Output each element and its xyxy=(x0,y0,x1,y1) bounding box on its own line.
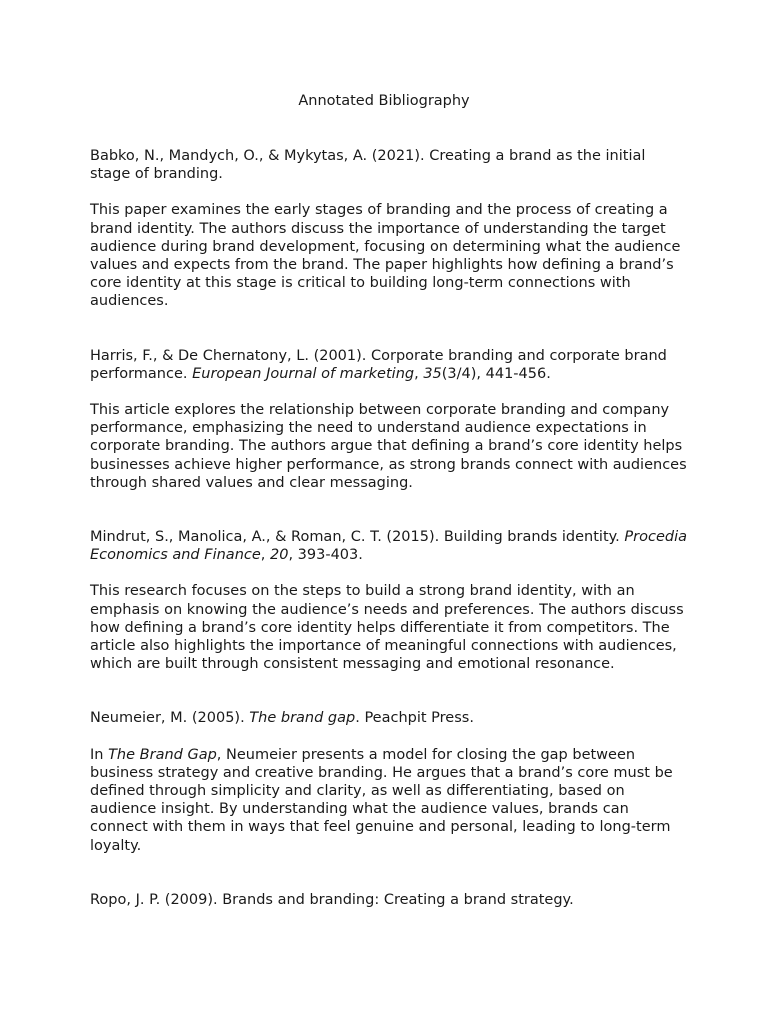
citation-separator: , xyxy=(260,547,270,564)
annotation xyxy=(90,582,690,673)
annotation xyxy=(90,746,690,855)
citation-text: Neumeier, M. (2005). xyxy=(90,710,250,727)
bibliography-entry xyxy=(90,709,690,854)
citation xyxy=(90,528,690,564)
bibliography-entry xyxy=(90,528,690,673)
citation xyxy=(90,891,690,909)
citation-pages: (3/4), 441-456. xyxy=(441,365,551,382)
annotation-text: This paper examines the early stages of branding and the process of creating a brand identity. The authors discuss the importance of understanding the target audience during brand development, focusing on determining what the audience values and expects from the brand. The paper highlights how defining a brand’s core identity at this stage is critical to building long-term connections with audiences. xyxy=(90,202,681,310)
citation-text: Babko, N., Mandych, O., & Mykytas, A. (2021). Creating a brand as the initial stage of branding. xyxy=(90,148,646,183)
citation-publisher: . Peachpit Press. xyxy=(355,710,474,727)
annotation xyxy=(90,201,690,310)
citation-text: Harris, F., & De Chernatony, L. (2001). Corporate branding and corporate brand performance. xyxy=(90,347,667,382)
annotation-text: This research focuses on the steps to build a strong brand identity, with an emphasis on knowing the audience’s needs and preferences. The authors discuss how defining a brand’s core identity helps differentiate it from competitors. The article also highlights the importance of meaningful connections with audiences, which are built through consistent messaging and emotional resonance. xyxy=(90,583,684,673)
bibliography-entry xyxy=(90,891,690,909)
bibliography-list xyxy=(90,147,690,927)
annotation-text: This article explores the relationship between corporate branding and company performance, emphasizing the need to understand audience expectations in corporate branding. The authors argue that defining a brand’s core identity helps businesses achieve higher performance, as strong brands connect with audiences through shared values and clear messaging. xyxy=(90,402,687,491)
citation xyxy=(90,347,690,383)
citation xyxy=(90,709,690,727)
document-title: Annotated Bibliography xyxy=(298,93,470,109)
annotation xyxy=(90,401,690,492)
citation xyxy=(90,147,690,183)
annotation-text: , Neumeier presents a model for closing the gap between business strategy and creative branding. He argues that a brand’s core must be defined through simplicity and clarity, as well as differentiating, based on audience insight. By understanding what the audience values, brands can connect with them in ways that feel genuine and personal, leading to long-term loyalty. xyxy=(90,746,673,854)
book-title-inline: The Brand Gap xyxy=(108,746,217,763)
citation-separator: , xyxy=(414,365,424,382)
citation-text: Ropo, J. P. (2009). Brands and branding: Creating a brand strategy. xyxy=(90,891,574,908)
journal-title: European Journal of marketing xyxy=(192,365,415,382)
annotation-text-start: In xyxy=(90,746,109,763)
journal-title: Procedia Economics and Finance xyxy=(90,529,687,564)
bibliography-entry xyxy=(90,147,690,311)
citation-text: Mindrut, S., Manolica, A., & Roman, C. T. (2015). Building brands identity. xyxy=(90,529,625,546)
volume-number: 35 xyxy=(423,365,442,382)
book-title: The brand gap xyxy=(249,710,356,727)
bibliography-entry xyxy=(90,347,690,492)
volume-number: 20 xyxy=(270,547,289,564)
citation-pages: , 393-403. xyxy=(288,547,363,564)
